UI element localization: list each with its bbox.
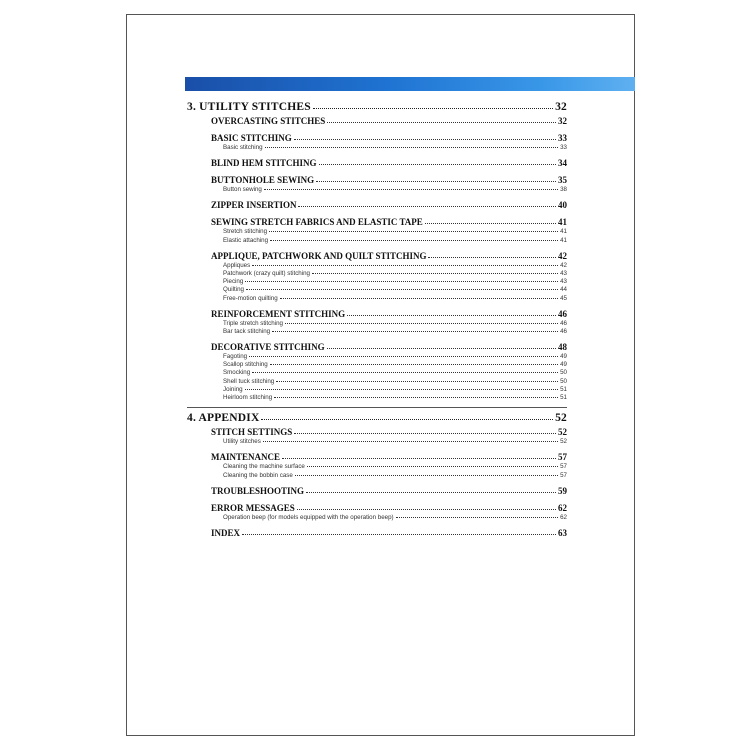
toc-section-title: REINFORCEMENT STITCHING — [211, 308, 346, 319]
dot-leader — [249, 353, 558, 357]
toc-subsection[interactable] — [187, 278, 567, 286]
toc-section[interactable] — [187, 133, 567, 144]
toc-subsection[interactable] — [187, 378, 567, 386]
dot-leader — [319, 159, 556, 165]
toc-subsection-title: Free-motion quilting — [223, 294, 278, 302]
dot-leader — [272, 328, 558, 332]
toc-subsection[interactable] — [187, 262, 567, 270]
toc-subsection-title: Stretch stitching — [223, 228, 268, 236]
toc-chapter-title: 4. APPENDIX — [187, 412, 260, 425]
toc-subsection[interactable] — [187, 270, 567, 278]
toc-subsection-title: Heirloom stitching — [223, 394, 273, 401]
toc-subsection-page-number: 41 — [560, 236, 567, 244]
toc-section[interactable] — [187, 251, 567, 262]
dot-leader — [270, 361, 558, 365]
dot-leader — [307, 463, 558, 467]
toc-section-title: APPLIQUE, PATCHWORK AND QUILT STITCHING — [211, 250, 427, 261]
table-of-contents — [187, 100, 567, 539]
dot-leader — [242, 529, 556, 535]
toc-section-page-number: 57 — [558, 452, 567, 463]
toc-section-title: MAINTENANCE — [211, 452, 281, 463]
toc-subsection[interactable] — [187, 463, 567, 471]
dot-leader — [270, 237, 558, 241]
toc-subsection-title: Utility stitches — [223, 438, 261, 446]
toc-subsection-page-number: 46 — [560, 319, 567, 327]
toc-subsection-title: Shell tuck stitching — [223, 377, 275, 385]
toc-subsection-page-number: 43 — [560, 278, 567, 286]
toc-section-title: ZIPPER INSERTION — [211, 200, 297, 211]
toc-section[interactable] — [187, 217, 567, 228]
toc-section-title: SEWING STRETCH FABRICS AND ELASTIC TAPE — [211, 217, 423, 228]
toc-subsection-title: Cleaning the machine surface — [223, 463, 305, 471]
dot-leader — [306, 486, 556, 492]
toc-section-page-number: 40 — [558, 200, 567, 211]
toc-subsection[interactable] — [187, 320, 567, 328]
toc-section-title: BUTTONHOLE SEWING — [211, 175, 315, 186]
dot-leader — [252, 262, 558, 266]
dot-leader — [327, 343, 556, 349]
toc-chapter-page-number: 32 — [555, 101, 567, 113]
dot-leader — [265, 144, 559, 148]
toc-section-page-number: 59 — [558, 485, 567, 496]
toc-section-title: BASIC STITCHING — [211, 133, 292, 143]
toc-subsection[interactable] — [187, 144, 567, 152]
toc-subsection-title: Basic stitching — [223, 144, 263, 151]
toc-subsection-title: Elastic attaching — [223, 236, 269, 244]
toc-section-page-number: 34 — [558, 158, 567, 169]
toc-subsection-title: Appliques — [223, 261, 251, 269]
toc-section[interactable] — [187, 200, 567, 211]
toc-subsection-title: Operation beep (for models equipped with the operation beep) — [223, 513, 394, 521]
dot-leader — [252, 369, 558, 373]
toc-subsection-title: Patchwork (crazy quilt) stitching — [223, 269, 310, 277]
toc-subsection-title: Quilting — [223, 286, 244, 294]
toc-subsection-page-number: 46 — [560, 327, 567, 335]
toc-subsection-title: Button sewing — [223, 186, 262, 194]
dot-leader — [396, 514, 558, 518]
toc-subsection[interactable] — [187, 386, 567, 394]
dot-leader — [245, 386, 559, 390]
toc-chapter[interactable] — [187, 100, 567, 115]
dot-leader — [428, 251, 556, 257]
toc-section-title: TROUBLESHOOTING — [211, 485, 305, 496]
dot-leader — [274, 394, 558, 398]
dot-leader — [285, 320, 558, 324]
dot-leader — [263, 438, 558, 442]
header-banner — [185, 77, 635, 91]
toc-subsection[interactable] — [187, 237, 567, 245]
toc-subsection-page-number: 49 — [560, 353, 567, 361]
toc-subsection-page-number: 43 — [560, 269, 567, 277]
toc-section[interactable] — [187, 175, 567, 186]
toc-section-title: DECORATIVE STITCHING — [211, 342, 325, 353]
toc-section[interactable] — [187, 503, 567, 514]
toc-subsection-title: Fagoting — [223, 353, 248, 361]
dot-leader — [264, 186, 558, 190]
chapter-divider — [187, 407, 567, 408]
toc-chapter[interactable] — [187, 411, 567, 426]
toc-section-page-number: 62 — [558, 502, 567, 513]
toc-section-title: STITCH SETTINGS — [211, 427, 293, 438]
dot-leader — [282, 453, 556, 459]
dot-leader — [276, 378, 558, 382]
dot-leader — [294, 134, 556, 140]
toc-chapter-page-number: 52 — [555, 412, 567, 425]
toc-section-title: ERROR MESSAGES — [211, 502, 295, 513]
toc-section[interactable] — [187, 427, 567, 438]
dot-leader — [245, 278, 558, 282]
toc-subsection-title: Triple stretch stitching — [223, 319, 283, 327]
toc-section-page-number: 41 — [558, 217, 567, 228]
dot-leader — [425, 218, 556, 224]
toc-section-page-number: 63 — [558, 527, 567, 538]
dot-leader — [294, 428, 556, 434]
dot-leader — [327, 117, 556, 123]
toc-subsection-page-number: 50 — [560, 369, 567, 377]
toc-section[interactable] — [187, 528, 567, 539]
toc-subsection[interactable] — [187, 295, 567, 303]
dot-leader — [297, 503, 556, 509]
toc-subsection[interactable] — [187, 438, 567, 446]
toc-section[interactable] — [187, 342, 567, 353]
toc-subsection-page-number: 33 — [560, 144, 567, 151]
toc-subsection-page-number: 57 — [560, 471, 567, 479]
toc-subsection[interactable] — [187, 361, 567, 369]
toc-section[interactable] — [187, 486, 567, 497]
toc-section[interactable] — [187, 158, 567, 169]
toc-subsection[interactable] — [187, 286, 567, 294]
dot-leader — [246, 286, 558, 290]
toc-subsection[interactable] — [187, 514, 567, 522]
toc-subsection-page-number: 38 — [560, 186, 567, 194]
toc-section[interactable] — [187, 452, 567, 463]
toc-subsection-page-number: 49 — [560, 361, 567, 369]
toc-section-page-number: 33 — [558, 133, 567, 143]
toc-section-title: OVERCASTING STITCHES — [211, 116, 326, 126]
toc-subsection[interactable] — [187, 394, 567, 402]
toc-section-page-number: 35 — [558, 175, 567, 186]
toc-section-page-number: 46 — [558, 308, 567, 319]
toc-subsection-page-number: 45 — [560, 294, 567, 302]
toc-section-page-number: 48 — [558, 342, 567, 353]
toc-section[interactable] — [187, 309, 567, 320]
dot-leader — [316, 176, 556, 182]
toc-section-title: INDEX — [211, 527, 241, 538]
toc-subsection-title: Joining — [223, 385, 243, 393]
toc-subsection-page-number: 50 — [560, 377, 567, 385]
toc-subsection[interactable] — [187, 353, 567, 361]
dot-leader — [280, 295, 558, 299]
dot-leader — [347, 309, 556, 315]
toc-subsection[interactable] — [187, 369, 567, 377]
toc-subsection-page-number: 42 — [560, 261, 567, 269]
toc-subsection-title: Bar tack stitching — [223, 327, 271, 335]
toc-subsection-page-number: 62 — [560, 513, 567, 521]
dot-leader — [261, 412, 553, 420]
toc-subsection-page-number: 51 — [560, 385, 567, 393]
toc-subsection-page-number: 52 — [560, 438, 567, 446]
toc-subsection-title: Smocking — [223, 369, 251, 377]
toc-subsection[interactable] — [187, 472, 567, 480]
toc-section[interactable] — [187, 116, 567, 127]
dot-leader — [269, 228, 558, 232]
dot-leader — [313, 101, 553, 109]
toc-chapter-title: 3. UTILITY STITCHES — [187, 101, 311, 113]
toc-section-page-number: 52 — [558, 427, 567, 438]
toc-subsection-page-number: 44 — [560, 286, 567, 294]
toc-subsection-page-number: 57 — [560, 463, 567, 471]
toc-section-page-number: 42 — [558, 250, 567, 261]
toc-subsection-page-number: 41 — [560, 228, 567, 236]
toc-subsection[interactable] — [187, 186, 567, 194]
toc-subsection[interactable] — [187, 328, 567, 336]
toc-section-title: BLIND HEM STITCHING — [211, 158, 317, 169]
dot-leader — [298, 201, 556, 207]
toc-subsection[interactable] — [187, 228, 567, 236]
toc-subsection-page-number: 51 — [560, 394, 567, 401]
toc-subsection-title: Cleaning the bobbin case — [223, 471, 293, 479]
toc-section-page-number: 32 — [558, 116, 567, 126]
toc-subsection-title: Scallop stitching — [223, 361, 268, 369]
toc-subsection-title: Piecing — [223, 278, 244, 286]
dot-leader — [312, 270, 558, 274]
dot-leader — [295, 472, 558, 476]
